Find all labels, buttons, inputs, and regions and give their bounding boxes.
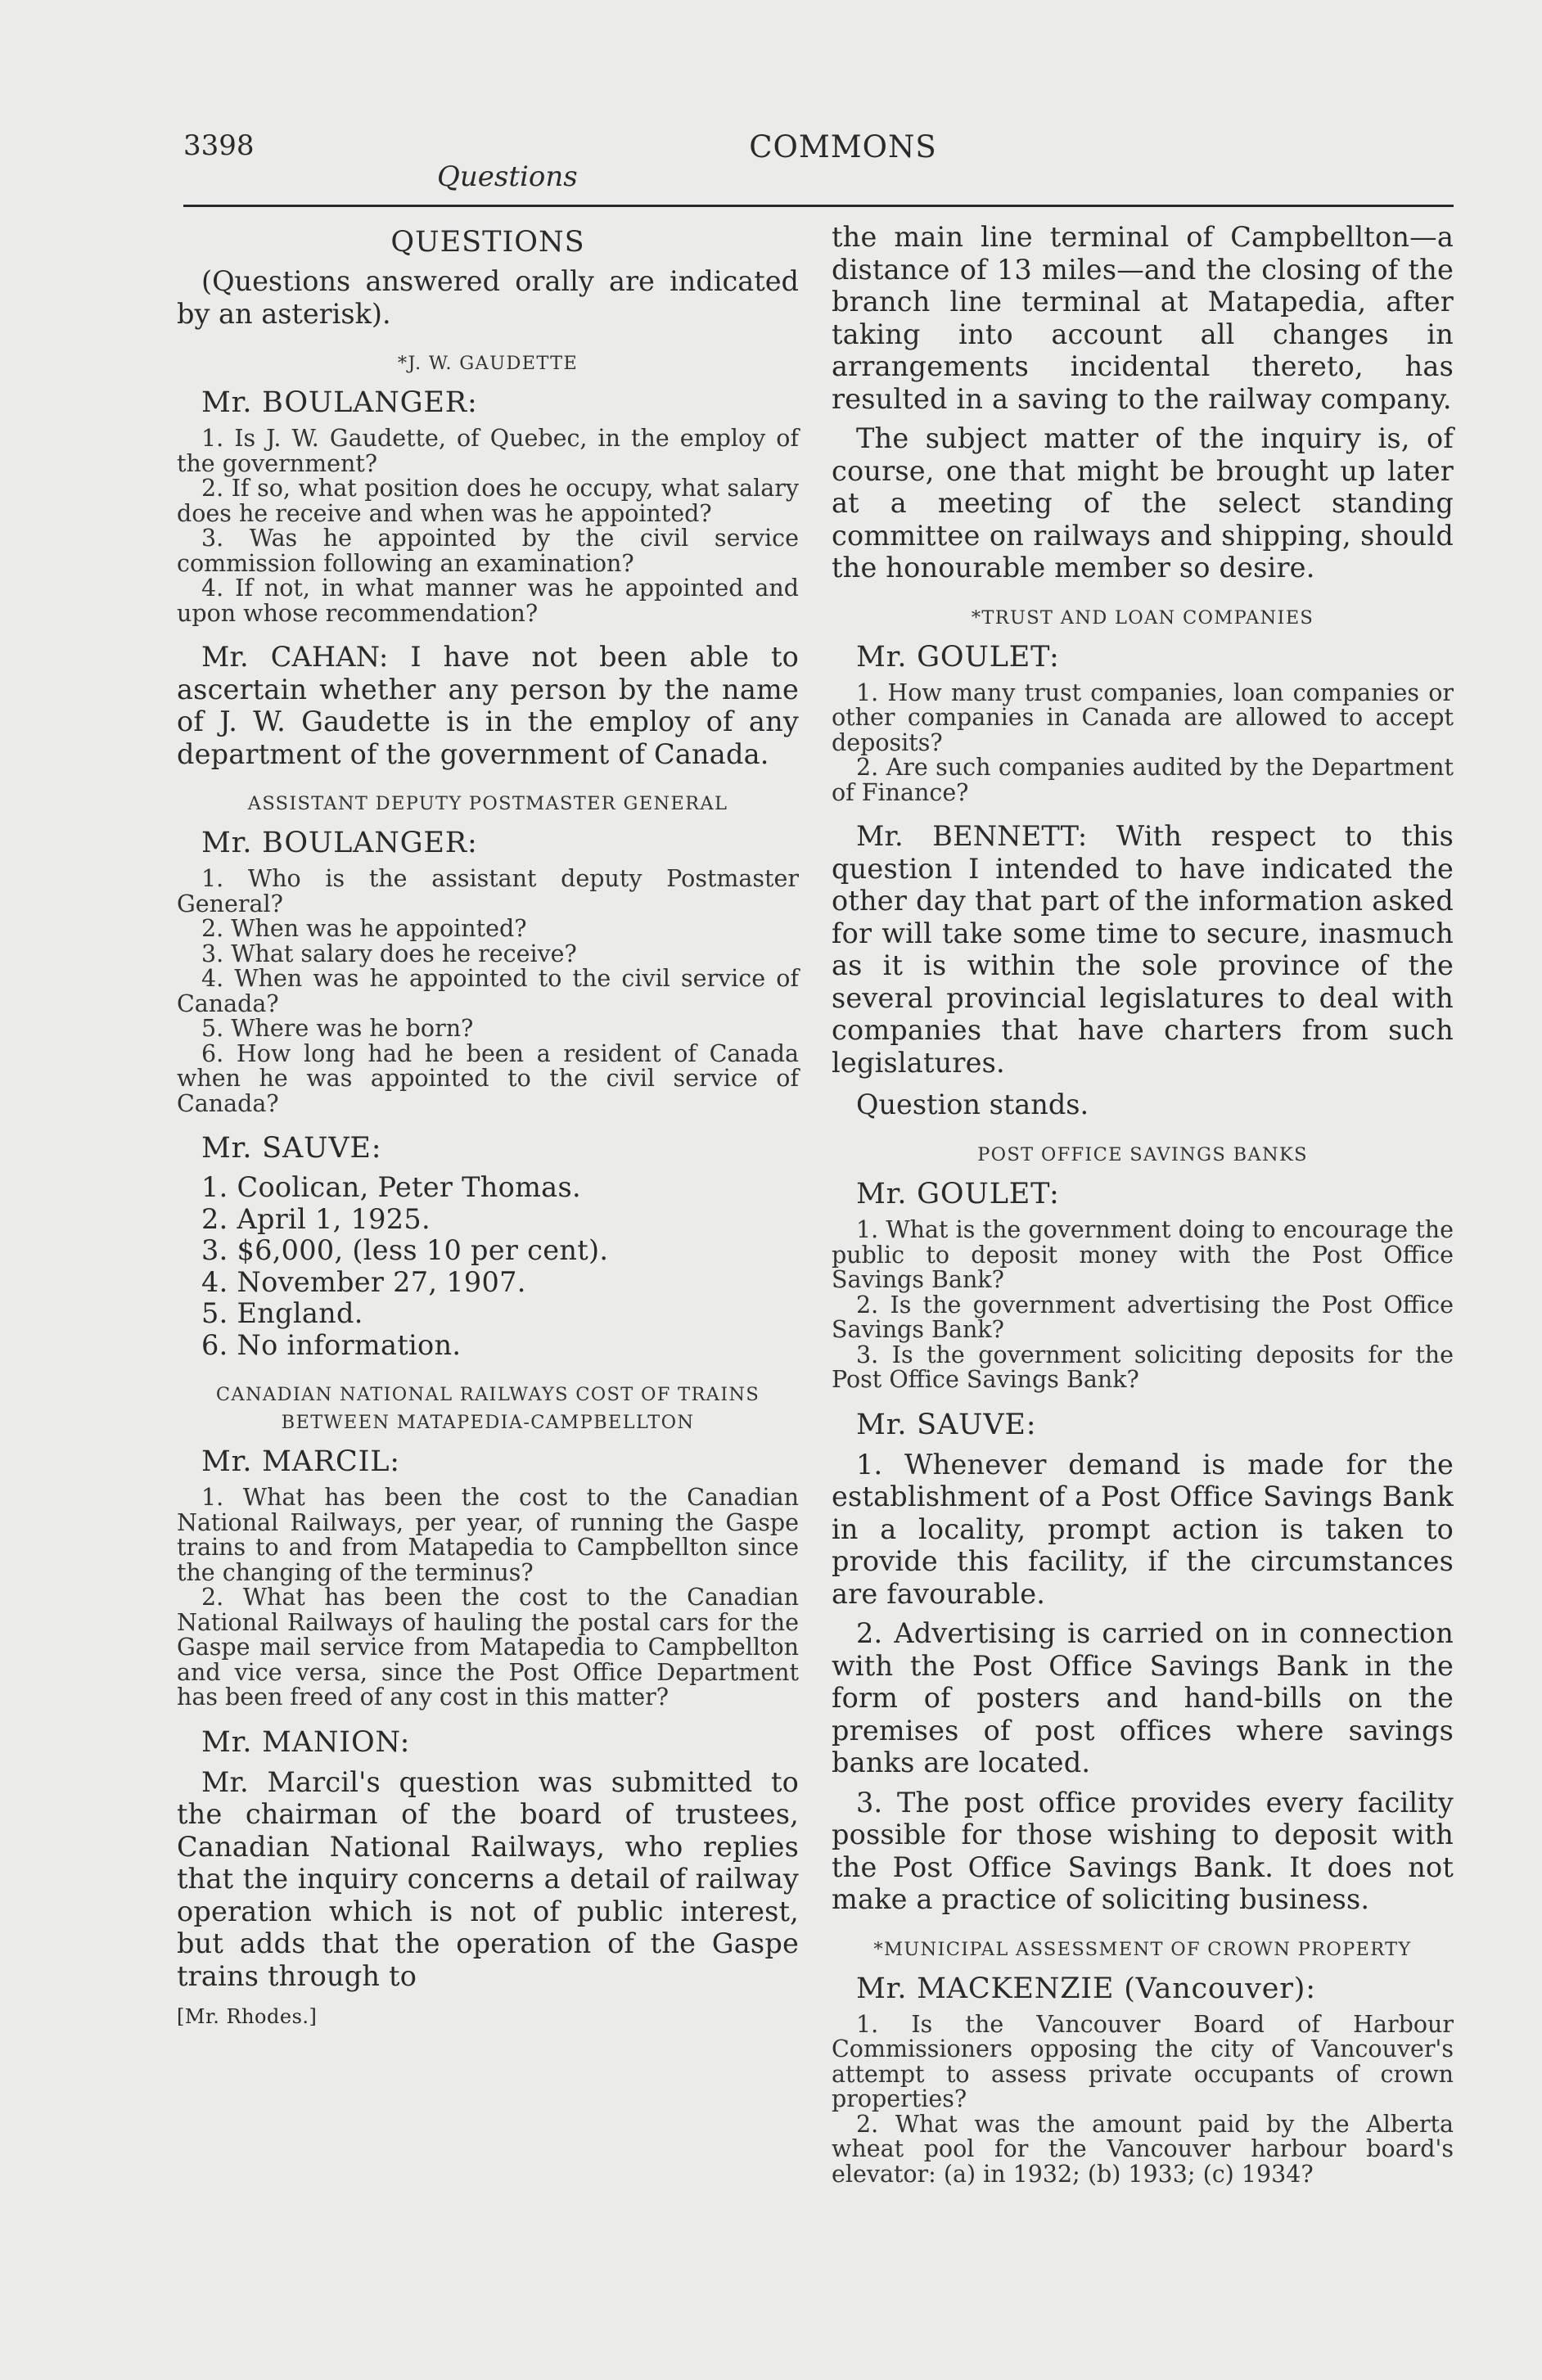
left-column: [177, 221, 799, 2028]
question-item: 1. What has been the cost to the Canadian National Railways, per year, of running the Gaspe trains to and from Matapedia to Campbellton since the changing of the terminus?: [177, 1484, 799, 1586]
question-item: 1. Is the Vancouver Board of Harbour Commissioners opposing the city of Vancouver's attempt to assess private occupants of crown properties?: [832, 2010, 1454, 2112]
question-item: 1. Is J. W. Gaudette, of Quebec, in the employ of the government?: [177, 425, 799, 477]
question-item: 3. What salary does he receive?: [201, 940, 577, 967]
question-item: 2. What was the amount paid by the Alberta wheat pool for the Vancouver harbour board's elevator: (a) in 1932; (b) 1933; (c) 1934?: [832, 2110, 1454, 2188]
answer-bennett: [832, 820, 1454, 1079]
question-status: Question stands.: [856, 1089, 1089, 1120]
answer-item: 3. $6,000, (less 10 per cent).: [201, 1234, 609, 1266]
answer-item: 1. Coolican, Peter Thomas.: [201, 1171, 581, 1203]
answer-item: 2. April 1, 1925.: [201, 1202, 431, 1235]
speaker-bennett: Mr. BENNETT:: [856, 820, 1088, 852]
question-list-trust: [832, 678, 1454, 806]
question-item: 2. Are such companies audited by the Department of Finance?: [832, 754, 1454, 806]
speaker-sauve: Mr. SAUVE:: [201, 1132, 382, 1165]
answer-item: 5. England.: [201, 1297, 363, 1329]
section-title: QUESTIONS: [390, 226, 585, 259]
heading-trust: *TRUST AND LOAN COMPANIES: [971, 606, 1314, 629]
heading-railways-line1: CANADIAN NATIONAL RAILWAYS COST OF TRAINS: [215, 1384, 760, 1405]
speaker-manion: Mr. MANION:: [201, 1725, 411, 1759]
question-item: 1. How many trust companies, loan companies or other companies in Canada are allowed to accept deposits?: [832, 678, 1454, 756]
answer-item: 6. No information.: [201, 1328, 462, 1361]
heading-railways: [177, 1381, 799, 1436]
question-item: 3. Was he appointed by the civil service commission following an examination?: [177, 525, 799, 577]
answer-item: 4. November 27, 1907.: [201, 1265, 526, 1298]
heading-savings: POST OFFICE SAVINGS BANKS: [977, 1144, 1308, 1165]
question-item: 4. When was he appointed to the civil service of Canada?: [177, 965, 799, 1017]
continuation-paragraph: the main line terminal of Campbellton—a distance of 13 miles—and the closing of the branch line terminal at Matapedia, after taking into account all changes in arrangements incidental thereto, has resulted in a saving to the railway company.: [832, 221, 1454, 415]
answer-item: 3. The post office provides every facility possible for those wishing to deposit with the Post Office Savings Bank. It does not make a practice of soliciting business.: [832, 1786, 1454, 1915]
question-item: 4. If not, in what manner was he appointed and upon whose recommendation?: [177, 575, 799, 627]
heading-postmaster: ASSISTANT DEPUTY POSTMASTER GENERAL: [247, 793, 728, 814]
asker-goulet: Mr. GOULET:: [856, 640, 1060, 674]
asker-boulanger: Mr. BOULANGER:: [201, 827, 478, 859]
header-title: COMMONS: [749, 129, 937, 165]
question-item: 5. Where was he born?: [201, 1015, 474, 1042]
right-column: [832, 221, 1454, 2202]
heading-railways-line2: BETWEEN MATAPEDIA-CAMPBELLTON: [281, 1412, 695, 1433]
answer-cahan: [177, 641, 799, 770]
question-item: 2. When was he appointed?: [201, 915, 527, 942]
page-number: 3398: [183, 129, 255, 162]
running-head: [183, 124, 1454, 214]
question-list-gaudette: [177, 426, 799, 626]
heading-gaudette: *J. W. GAUDETTE: [397, 353, 579, 374]
intro-note: (Questions answered orally are indicated by an asterisk).: [177, 265, 799, 330]
speaker-sauve: Mr. SAUVE:: [856, 1408, 1037, 1441]
asker-goulet: Mr. GOULET:: [856, 1178, 1060, 1210]
question-list-crown: [832, 2010, 1454, 2188]
question-list-postmaster: [177, 867, 799, 1116]
asker-mackenzie: Mr. MACKENZIE (Vancouver):: [856, 1972, 1316, 2005]
header-rule: [183, 205, 1454, 207]
question-item: 1. What is the government doing to encourage the public to deposit money with the Post Office Savings Bank?: [832, 1216, 1454, 1293]
answer-item: 1. Whenever demand is made for the establishment of a Post Office Savings Bank in a locality, prompt action is taken to provide this facility, if the circumstances are favourable.: [832, 1448, 1454, 1610]
question-item: 1. Who is the assistant deputy Postmaster General?: [177, 865, 799, 917]
answer-text: I have not been able to ascertain whether any person by the name of J. W. Gaudette is in the employ of any department of the government of Canada.: [177, 641, 799, 770]
answer-text: With respect to this question I intended to have indicated the other day that part of the information asked for will take some time to secure, inasmuch as it is within the sole province of the several provincial legislatures to deal with companies that have charters from such legislatures.: [832, 820, 1454, 1079]
heading-crown: *MUNICIPAL ASSESSMENT OF CROWN PROPERTY: [873, 1938, 1412, 1960]
asker-boulanger: Mr. BOULANGER:: [201, 386, 478, 419]
footer-note: [Mr. Rhodes.]: [177, 2005, 318, 2028]
question-item: 6. How long had he been a resident of Canada when he was appointed to the civil service of Canada?: [177, 1039, 799, 1117]
answer-list-postmaster: [177, 1172, 799, 1361]
question-item: 2. What has been the cost to the Canadian National Railways of hauling the postal cars for the Gaspe mail service from Matapedia to Campbellton and vice versa, since the Post Office Department has been freed of any cost in this matter?: [177, 1584, 799, 1711]
question-item: 2. If so, what position does he occupy, what salary does he receive and when was he appointed?: [177, 475, 799, 527]
answer-item: 2. Advertising is carried on in connection with the Post Office Savings Bank in the form of posters and hand-bills on the premises of post offices where savings banks are located.: [832, 1617, 1454, 1778]
continuation-paragraph: The subject matter of the inquiry is, of course, one that might be brought up later at a meeting of the select standing committee on railways and shipping, should the honourable member so desire.: [832, 422, 1454, 584]
speaker-cahan: Mr. CAHAN:: [201, 641, 389, 673]
question-item: 3. Is the government soliciting deposits for the Post Office Savings Bank?: [832, 1341, 1454, 1393]
question-list-railways: [177, 1485, 799, 1711]
header-section: Questions: [437, 160, 578, 193]
asker-marcil: Mr. MARCIL:: [201, 1445, 400, 1478]
question-list-savings: [832, 1218, 1454, 1393]
question-item: 2. Is the government advertising the Post Office Savings Bank?: [832, 1291, 1454, 1343]
answer-manion: Mr. Marcil's question was submitted to the chairman of the board of trustees, Canadian National Railways, who replies that the inquiry concerns a detail of railway operation which is not of public interest, but adds that the operation of the Gaspe trains through to: [177, 1765, 799, 1992]
